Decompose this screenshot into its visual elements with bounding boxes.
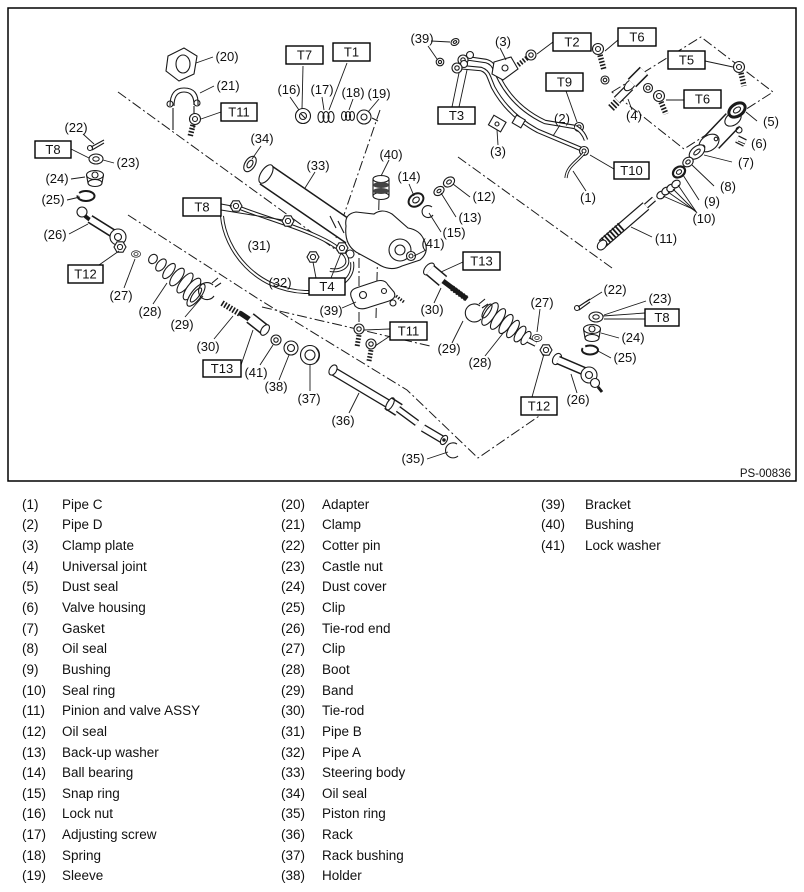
callout-12: (12): [472, 189, 496, 204]
callout-27-left: (27): [109, 288, 133, 303]
callout-9: (9): [704, 194, 720, 209]
callout-16: (16): [277, 82, 301, 97]
part-name: Pipe D: [62, 517, 103, 533]
callout-31: (31): [247, 238, 271, 253]
parts-column-2: [281, 494, 405, 886]
torque-label-T13-right-text: T13: [470, 253, 493, 269]
callout-21: (21): [216, 78, 240, 93]
part-row: [281, 700, 405, 721]
part-row: [22, 721, 200, 742]
callout-6: (6): [751, 136, 767, 151]
part-16-lock-nut: [296, 109, 311, 124]
callout-29-right: (29): [437, 341, 461, 356]
part-number: (32): [281, 744, 306, 760]
callout-5: (5): [763, 114, 779, 129]
part-row: [22, 845, 200, 866]
part-number: (7): [22, 620, 39, 636]
part-number: (38): [281, 868, 306, 884]
callout-26-left: (26): [43, 227, 67, 242]
torque-label-T12-left-text: T12: [74, 266, 97, 282]
part-row: [281, 494, 405, 515]
part-name: Oil seal: [322, 785, 368, 801]
part-number: (12): [22, 723, 47, 739]
torque-label-T12-right-text: T12: [527, 398, 551, 414]
torque-label-T3-text: T3: [448, 108, 465, 123]
callout-8: (8): [720, 179, 736, 194]
part-row: [281, 659, 405, 680]
callout-28-right: (28): [468, 355, 492, 370]
part-number: (11): [22, 703, 46, 719]
part-row: [22, 659, 200, 680]
part-number: (36): [281, 827, 306, 843]
part-number: (15): [22, 785, 47, 801]
torque-label-T8-mid-text: T8: [194, 199, 210, 215]
part-row: [22, 618, 200, 639]
part-number: (19): [22, 868, 47, 884]
part-row: [281, 762, 405, 783]
torque-label-T5: [668, 51, 705, 69]
parts-column-1: [22, 494, 200, 886]
torque-label-T12-right: [521, 397, 557, 415]
part-41-lock-washer-left: [271, 335, 281, 345]
callout-10: (10): [692, 211, 716, 226]
part-number: (41): [541, 538, 566, 554]
torque-label-T1-text: T1: [343, 44, 360, 60]
callout-26-right: (26): [566, 392, 590, 407]
part-row: [22, 804, 200, 825]
part-name: Pipe A: [322, 744, 362, 760]
part-number: (20): [281, 496, 306, 512]
part-number: (9): [22, 661, 39, 677]
part-name: Band: [322, 682, 354, 698]
torque-label-T9-text: T9: [556, 74, 573, 90]
part-name: Dust cover: [322, 579, 387, 595]
torque-label-T13-right: [463, 252, 500, 270]
part-row: [22, 494, 200, 515]
part-name: Ball bearing: [62, 765, 134, 781]
part-row: [22, 783, 200, 804]
part-row: [541, 515, 661, 536]
part-row: [22, 597, 200, 618]
part-row: [281, 866, 405, 887]
part-number: (6): [22, 600, 39, 616]
callout-37: (37): [297, 391, 321, 406]
part-name: Oil seal: [62, 723, 108, 739]
part-row: [281, 597, 405, 618]
part-number: (22): [281, 538, 306, 554]
part-name: Bushing: [585, 517, 634, 533]
part-row: [22, 824, 200, 845]
callout-22-left: (22): [64, 120, 88, 135]
part-27-clip-left: [131, 251, 140, 258]
part-name: Tie-rod end: [322, 620, 391, 636]
torque-label-T12-left: [68, 265, 103, 283]
torque-label-T8-right-text: T8: [654, 310, 670, 325]
torque-label-T13-left: [203, 360, 241, 377]
torque-label-T4-text: T4: [319, 279, 335, 294]
part-row: [22, 535, 200, 556]
callout-23-left: (23): [116, 155, 140, 170]
torque-label-T11-top: [221, 103, 257, 121]
part-number: (23): [281, 558, 306, 574]
callout-34: (34): [250, 131, 274, 146]
part-name: Oil seal: [62, 641, 108, 657]
part-number: (25): [281, 600, 306, 616]
callout-3-top: (3): [495, 34, 511, 49]
part-number: (14): [22, 765, 47, 781]
callout-19: (19): [367, 86, 391, 101]
part-row: [22, 515, 200, 536]
part-row: [22, 866, 200, 887]
part-row: [281, 515, 405, 536]
callout-1: (1): [580, 190, 596, 205]
torque-label-T10-text: T10: [620, 163, 643, 178]
part-number: (31): [281, 723, 306, 739]
part-row: [22, 742, 200, 763]
part-number: (13): [22, 744, 47, 760]
part-row: [281, 721, 405, 742]
part-name: Dust seal: [62, 579, 119, 595]
callout-11: (11): [654, 231, 678, 246]
part-name: Universal joint: [62, 558, 147, 574]
part-name: Castle nut: [322, 558, 383, 574]
part-name: Bracket: [585, 496, 631, 512]
part-name: Pipe B: [322, 723, 362, 739]
part-row: [22, 700, 200, 721]
part-row: [281, 638, 405, 659]
part-name: Lock nut: [62, 806, 114, 822]
callout-25-left: (25): [41, 192, 65, 207]
torque-label-T7: [286, 46, 323, 64]
part-name: Rack: [322, 827, 353, 843]
callout-36: (36): [331, 413, 355, 428]
part-name: Spring: [62, 847, 102, 863]
callout-40: (40): [379, 147, 403, 162]
part-name: Clip: [322, 641, 346, 657]
part-name: Steering body: [322, 765, 406, 781]
part-number: (29): [281, 682, 306, 698]
part-name: Piston ring: [322, 806, 386, 822]
part-row: [541, 494, 661, 515]
part-row: [281, 577, 405, 598]
part-flare-nut-3: [307, 252, 319, 262]
part-number: (5): [22, 579, 39, 595]
part-number: (37): [281, 847, 306, 863]
callout-27-right: (27): [530, 295, 554, 310]
part-row: [22, 638, 200, 659]
part-row: [281, 783, 405, 804]
part-row: [281, 535, 405, 556]
torque-label-T11-lower: [390, 322, 427, 340]
part-name: Clamp: [322, 517, 362, 533]
callout-38: (38): [264, 379, 288, 394]
torque-label-T2: [553, 33, 591, 51]
torque-label-T6-top: [618, 28, 656, 46]
figure-code: PS-00836: [739, 468, 791, 480]
part-24-dust-cover-left: [87, 171, 104, 187]
torque-label-T1: [333, 43, 370, 61]
part-name: Adjusting screw: [62, 827, 157, 843]
part-number: (40): [541, 517, 566, 533]
part-name: Adapter: [322, 496, 370, 512]
part-name: Cotter pin: [322, 538, 381, 554]
part-flare-nut-4: [336, 243, 348, 253]
part-name: Tie-rod: [322, 703, 365, 719]
part-number: (18): [22, 847, 47, 863]
part-tie-rod-lock-nut-right: [540, 345, 552, 355]
part-number: (4): [22, 558, 39, 574]
callout-3-lower: (3): [490, 144, 506, 159]
callout-30-right: (30): [420, 302, 444, 317]
callout-20: (20): [215, 49, 239, 64]
part-name: Boot: [322, 661, 350, 677]
callout-32: (32): [268, 275, 292, 290]
part-number: (3): [22, 538, 39, 554]
part-number: (8): [22, 641, 39, 657]
callout-41-mid: (41): [421, 236, 445, 251]
part-row: [281, 618, 405, 639]
torque-label-T8-mid: [183, 198, 221, 216]
part-name: Lock washer: [585, 538, 661, 554]
parts-column-3: [541, 494, 661, 556]
callout-17: (17): [310, 82, 334, 97]
callout-24-right: (24): [621, 330, 645, 345]
part-name: Holder: [322, 868, 362, 884]
callout-39-top: (39): [410, 31, 434, 46]
part-number: (24): [281, 579, 306, 595]
callout-18: (18): [341, 85, 365, 100]
part-row: [281, 804, 405, 825]
torque-label-T3: [438, 107, 475, 124]
part-37-rack-bushing: [301, 346, 320, 365]
callout-7: (7): [738, 155, 754, 170]
part-name: Valve housing: [62, 600, 146, 616]
torque-label-T6-top-text: T6: [629, 29, 645, 45]
torque-label-T7-text: T7: [296, 47, 313, 63]
part-name: Clamp plate: [62, 538, 135, 554]
part-name: Seal ring: [62, 682, 116, 698]
part-row: [22, 577, 200, 598]
torque-label-T6-lower: [684, 90, 721, 108]
callout-4: (4): [626, 108, 642, 123]
part-number: (33): [281, 765, 306, 781]
callout-41-left: (41): [244, 365, 268, 380]
part-number: (30): [281, 703, 306, 719]
callout-28-left: (28): [138, 304, 162, 319]
part-name: Gasket: [62, 620, 105, 636]
part-name: Sleeve: [62, 868, 104, 884]
torque-label-T11-lower-text: T11: [397, 323, 420, 339]
torque-label-T5-text: T5: [678, 52, 695, 68]
callout-39-lower: (39): [319, 303, 343, 318]
torque-label-T2-text: T2: [564, 34, 580, 50]
callout-24-left: (24): [45, 171, 69, 186]
part-number: (27): [281, 641, 306, 657]
part-number: (35): [281, 806, 306, 822]
callout-29-left: (29): [170, 317, 194, 332]
torque-label-T8-left: [35, 141, 71, 158]
part-name: Pipe C: [62, 496, 103, 512]
torque-label-T6-lower-text: T6: [694, 91, 711, 107]
callout-25-right: (25): [613, 350, 637, 365]
part-number: (21): [281, 517, 306, 533]
part-name: Back-up washer: [62, 744, 159, 760]
callout-14: (14): [397, 169, 421, 184]
part-number: (1): [22, 496, 39, 512]
part-name: Pinion and valve ASSY: [62, 703, 201, 719]
callout-23-right: (23): [648, 291, 672, 306]
part-name: Bushing: [62, 661, 111, 677]
part-number: (2): [22, 517, 39, 533]
part-row: [281, 742, 405, 763]
callout-30-left: (30): [196, 339, 220, 354]
torque-label-T8-left-text: T8: [45, 142, 61, 157]
part-number: (28): [281, 661, 306, 677]
part-flare-nut-2: [282, 216, 294, 226]
part-number: (34): [281, 785, 306, 801]
torque-label-T13-left-text: T13: [210, 361, 234, 376]
torque-label-T10: [614, 162, 649, 179]
part-row: [281, 824, 405, 845]
torque-label-T11-top-text: T11: [228, 104, 250, 120]
callout-35: (35): [401, 451, 425, 466]
part-number: (17): [22, 827, 47, 843]
part-row: [22, 556, 200, 577]
callout-2: (2): [554, 111, 570, 126]
part-row: [22, 762, 200, 783]
part-row: [22, 680, 200, 701]
torque-label-T4: [309, 278, 345, 295]
callout-15: (15): [442, 225, 466, 240]
part-tie-rod-lock-nut-left: [114, 242, 126, 252]
part-name: Rack bushing: [322, 847, 404, 863]
part-23-castle-nut-right: [589, 312, 603, 322]
callout-33: (33): [306, 158, 330, 173]
part-23-castle-nut-left: [89, 154, 103, 164]
torque-label-T8-right: [645, 309, 679, 326]
part-row: [281, 680, 405, 701]
part-number: (26): [281, 620, 306, 636]
part-row: [281, 556, 405, 577]
part-27-clip-right: [532, 335, 542, 342]
part-38-holder: [284, 341, 298, 355]
torque-label-T9: [546, 73, 583, 91]
part-number: (10): [22, 682, 47, 698]
part-row: [541, 535, 661, 556]
callout-22-right: (22): [603, 282, 627, 297]
part-number: (39): [541, 496, 566, 512]
part-name: Clip: [322, 600, 346, 616]
part-row: [281, 845, 405, 866]
part-number: (16): [22, 806, 47, 822]
part-name: Snap ring: [62, 785, 120, 801]
callout-13: (13): [458, 210, 482, 225]
